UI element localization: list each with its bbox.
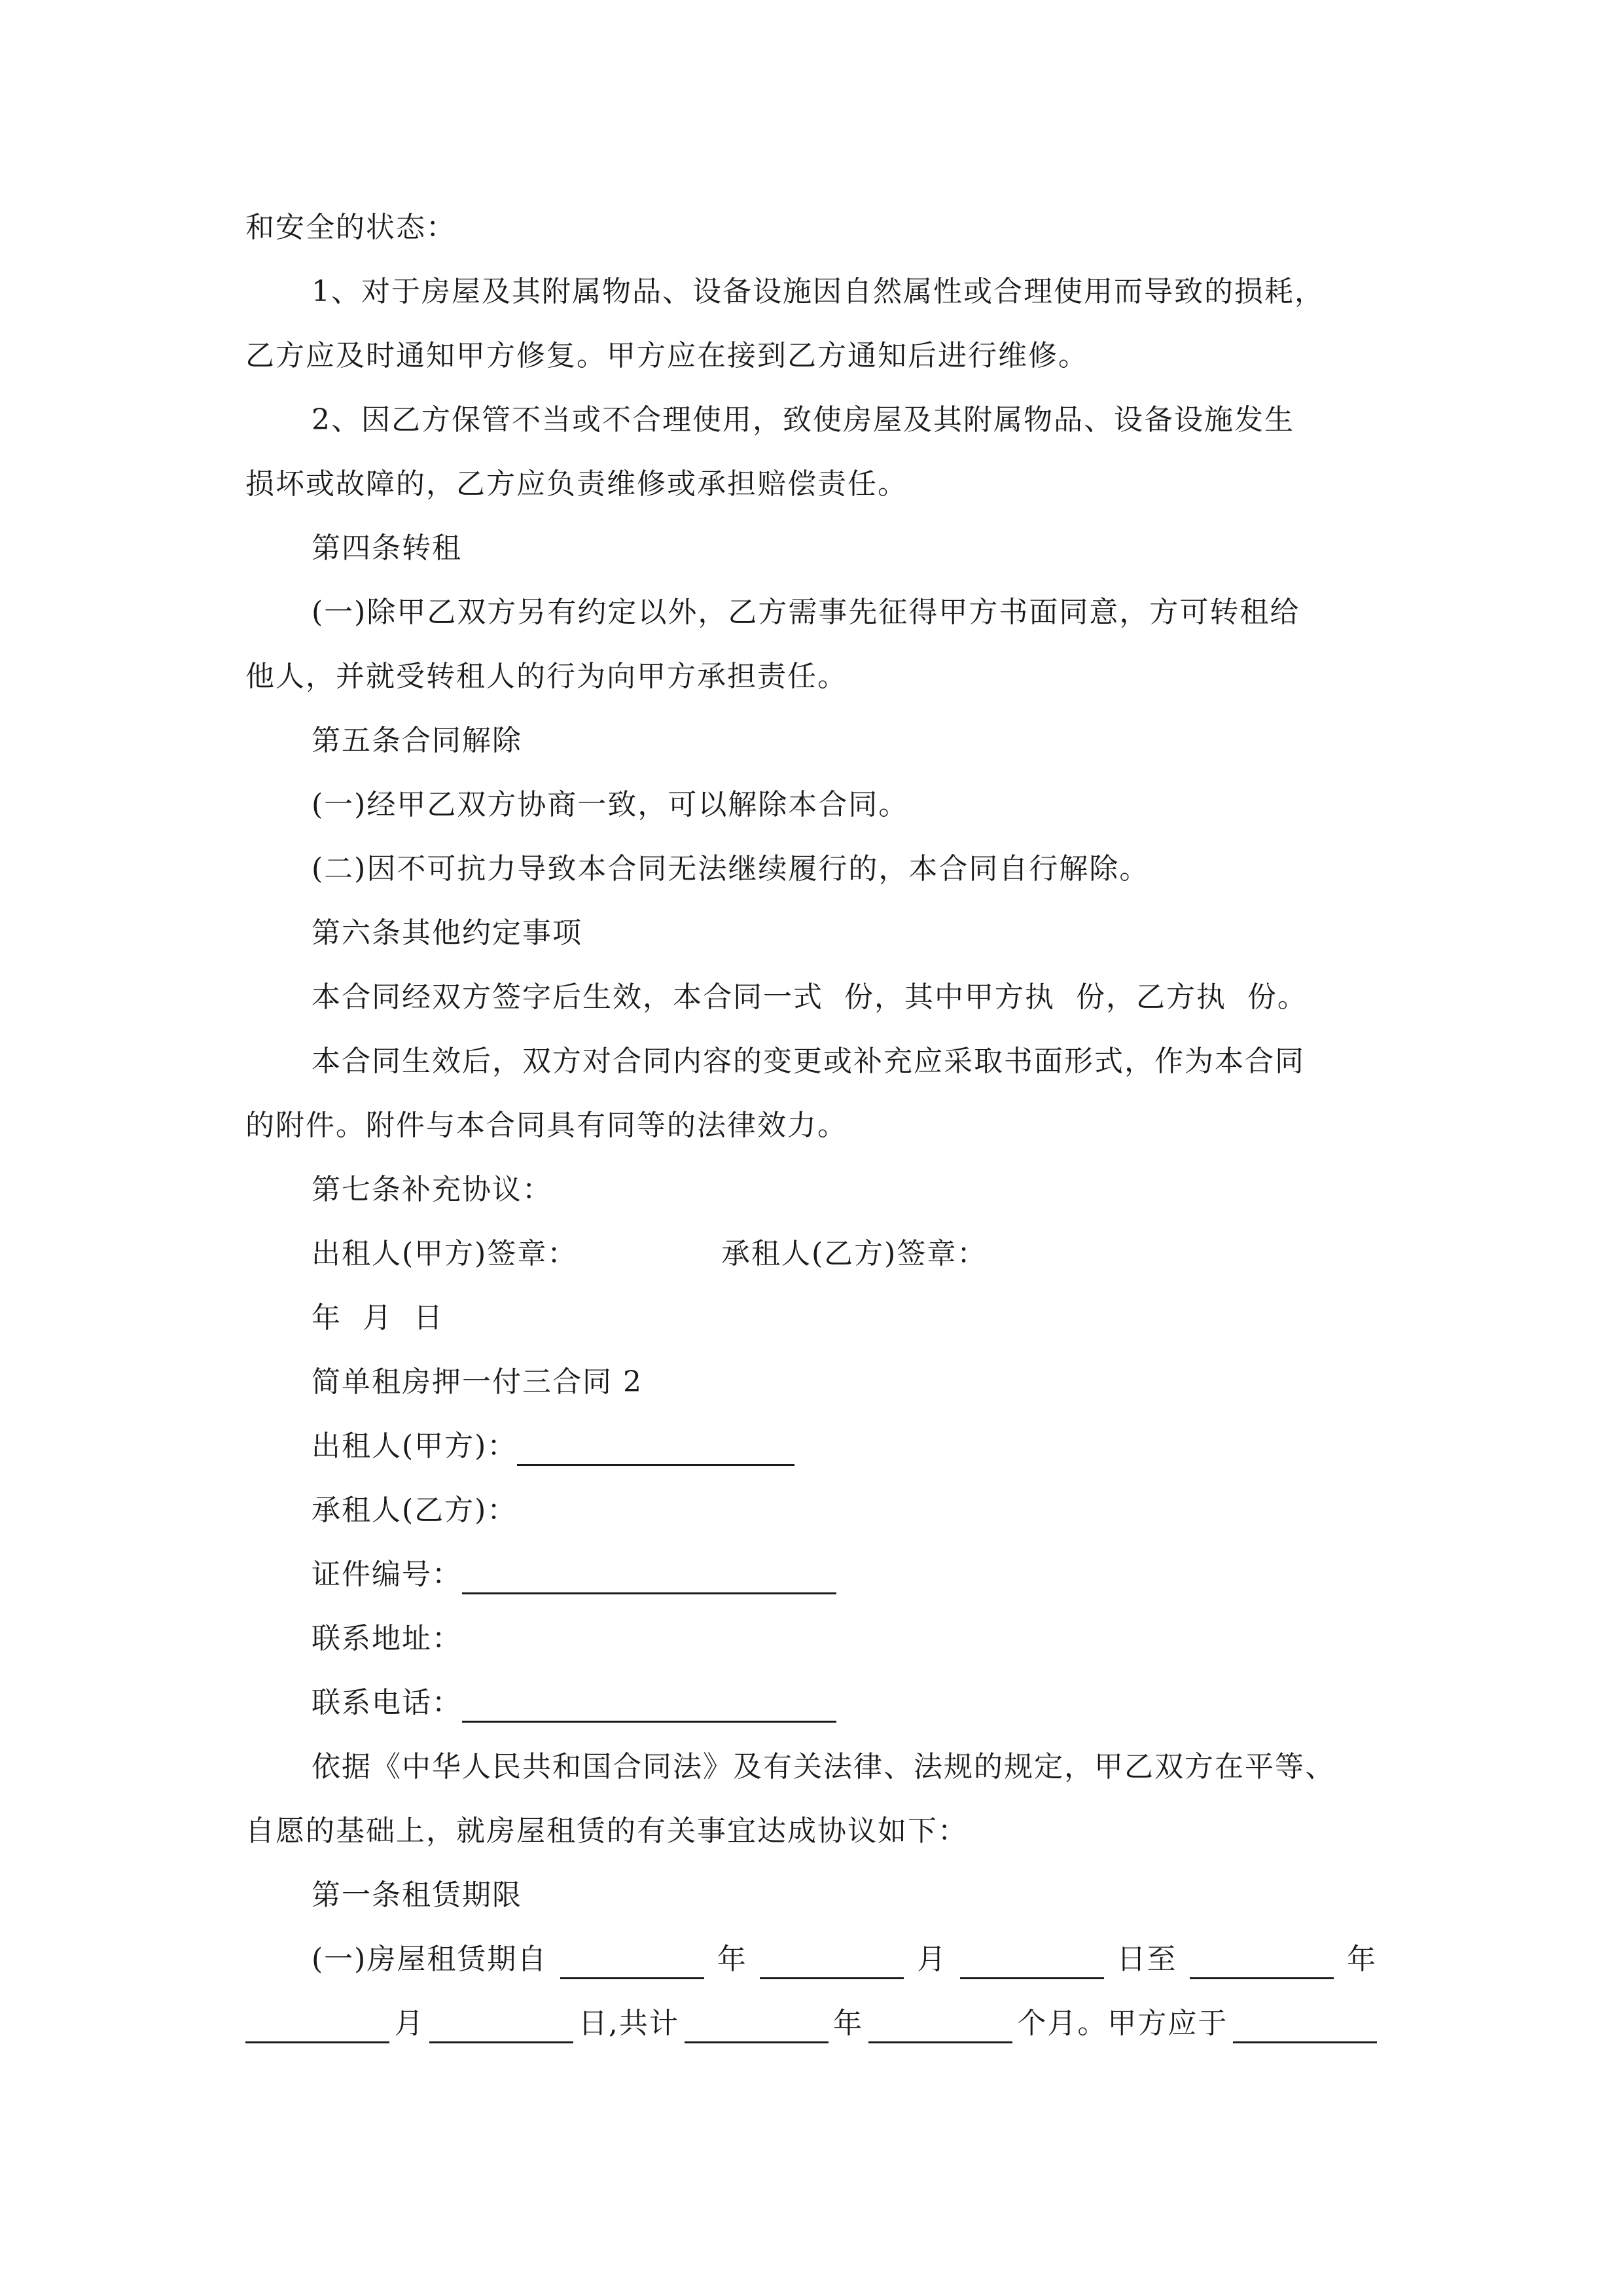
start-day-blank bbox=[960, 1948, 1104, 1979]
phone-label: 联系电话： bbox=[312, 1686, 462, 1719]
lessee-signature-label: 承租人(乙方)签章： bbox=[721, 1237, 988, 1270]
paragraph-line: 本合同经双方签字后生效，本合同一式 份，其中甲方执 份，乙方执 份。 bbox=[312, 980, 1308, 1014]
end-month-blank bbox=[245, 2013, 389, 2043]
phone-field bbox=[312, 1683, 836, 1723]
paragraph-line: 本合同生效后，双方对合同内容的变更或补充应采取书面形式，作为本合同 bbox=[312, 1045, 1305, 1078]
start-month-blank bbox=[760, 1948, 904, 1979]
paragraph-line: 损坏或故障的，乙方应负责维修或承担赔偿责任。 bbox=[245, 467, 908, 501]
id-number-field bbox=[312, 1555, 836, 1594]
lease-term-text: 月 bbox=[917, 1943, 948, 1976]
paragraph-line: 的附件。附件与本合同具有同等的法律效力。 bbox=[245, 1109, 847, 1142]
paragraph-line: 2、因乙方保管不当或不合理使用，致使房屋及其附属物品、设备设施发生 bbox=[312, 403, 1294, 437]
paragraph-line: 1、对于房屋及其附属物品、设备设施因自然属性或合理使用而导致的损耗， bbox=[312, 275, 1325, 308]
lease-term-text: 个月。甲方应于 bbox=[1017, 2007, 1228, 2040]
lease-term-text: 月 bbox=[394, 2007, 425, 2040]
phone-blank bbox=[462, 1692, 836, 1723]
payment-date-blank bbox=[1233, 2013, 1377, 2043]
paragraph-line: 乙方应及时通知甲方修复。甲方应在接到乙方通知后进行维修。 bbox=[245, 339, 1088, 372]
total-years-blank bbox=[685, 2013, 829, 2043]
contract-title: 简单租房押一付三合同 2 bbox=[312, 1365, 643, 1399]
date-line: 年 月 日 bbox=[312, 1301, 444, 1335]
section-heading: 第五条合同解除 bbox=[312, 724, 522, 757]
lease-term-text: 日,共计 bbox=[578, 2007, 679, 2040]
end-day-blank bbox=[429, 2013, 573, 2043]
end-year-blank bbox=[1190, 1948, 1334, 1979]
lease-term-line-1 bbox=[312, 1940, 1377, 1979]
paragraph-line: 自愿的基础上，就房屋租赁的有关事宜达成协议如下： bbox=[245, 1814, 968, 1848]
lease-term-text: 年 bbox=[717, 1943, 747, 1976]
paragraph-line: (一)除甲乙双方另有约定以外，乙方需事先征得甲方书面同意，方可转租给 bbox=[312, 596, 1300, 629]
lease-term-line-2 bbox=[245, 2004, 1377, 2043]
address-label: 联系地址： bbox=[312, 1622, 462, 1655]
section-heading: 第一条租赁期限 bbox=[312, 1878, 522, 1912]
lease-term-text: (一)房屋租赁期自 bbox=[312, 1943, 548, 1976]
lessor-blank bbox=[517, 1435, 794, 1466]
paragraph-line: 依据《中华人民共和国合同法》及有关法律、法规的规定，甲乙双方在平等、 bbox=[312, 1750, 1335, 1784]
section-heading: 第七条补充协议： bbox=[312, 1173, 552, 1206]
paragraph-line: (一)经甲乙双方协商一致，可以解除本合同。 bbox=[312, 788, 909, 821]
lessor-field bbox=[312, 1427, 794, 1466]
id-number-blank bbox=[462, 1564, 836, 1594]
lessor-label: 出租人(甲方)： bbox=[312, 1429, 518, 1463]
lessee-label: 承租人(乙方)： bbox=[312, 1494, 518, 1527]
lease-term-text: 年 bbox=[1346, 1943, 1377, 1976]
section-heading: 第四条转租 bbox=[312, 531, 462, 565]
lessor-signature-label: 出租人(甲方)签章： bbox=[312, 1237, 578, 1270]
section-heading: 第六条其他约定事项 bbox=[312, 916, 582, 950]
paragraph-line: (二)因不可抗力导致本合同无法继续履行的，本合同自行解除。 bbox=[312, 852, 1150, 886]
total-months-blank bbox=[868, 2013, 1012, 2043]
start-year-blank bbox=[560, 1948, 704, 1979]
id-number-label: 证件编号： bbox=[312, 1558, 462, 1591]
lease-term-text: 年 bbox=[833, 2007, 864, 2040]
lease-term-text: 日至 bbox=[1116, 1943, 1177, 1976]
paragraph-line: 他人，并就受转租人的行为向甲方承担责任。 bbox=[245, 660, 847, 693]
paragraph-line: 和安全的状态： bbox=[245, 211, 456, 244]
